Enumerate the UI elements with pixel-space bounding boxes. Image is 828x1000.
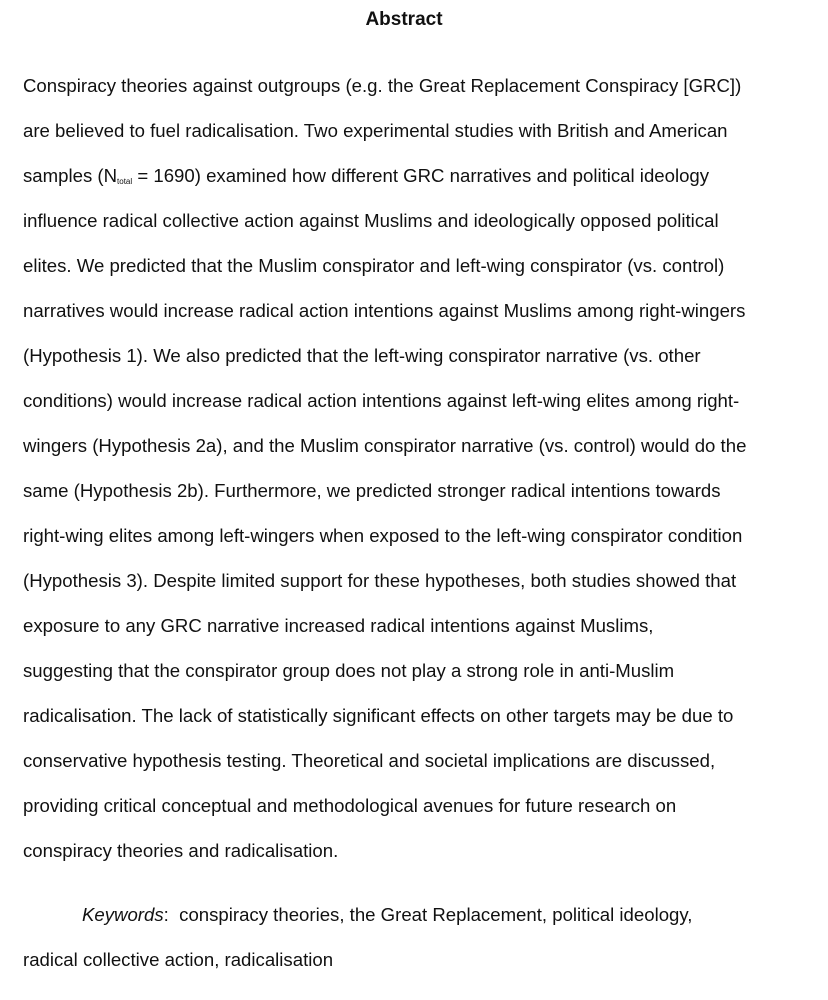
abstract-line: radicalisation. The lack of statistically significant effects on other targets may be due to: [23, 705, 734, 726]
abstract-line: elites. We predicted that the Muslim conspirator and left-wing conspirator (vs. control): [23, 255, 725, 276]
abstract-line: conditions) would increase radical action intentions against left-wing elites among right-: [23, 390, 740, 411]
abstract-line: right-wing elites among left-wingers when exposed to the left-wing conspirator condition: [23, 525, 743, 546]
sample-size: = 1690): [132, 165, 207, 186]
keywords-line: [82, 903, 692, 927]
abstract-line: conservative hypothesis testing. Theoretical and societal implications are discussed,: [23, 750, 716, 771]
abstract-heading: Abstract: [365, 9, 443, 30]
abstract-line: exposure to any GRC narrative increased radical intentions against Muslims,: [23, 615, 654, 636]
abstract-line: conspiracy theories and radicalisation.: [23, 840, 339, 861]
abstract-line: are believed to fuel radicalisation. Two experimental studies with British and American: [23, 120, 728, 141]
keywords-list: conspiracy theories, the Great Replacement, political ideology,: [168, 904, 693, 925]
abstract-line: influence radical collective action against Muslims and ideologically opposed political: [23, 210, 719, 231]
keywords-line-2: radical collective action, radicalisation: [23, 949, 334, 970]
abstract-line: [23, 164, 709, 194]
abstract-line: Conspiracy theories against outgroups (e.g. the Great Replacement Conspiracy [GRC]): [23, 75, 742, 96]
abstract-line-rest: examined how different GRC narratives and political ideology: [206, 165, 710, 186]
abstract-line: same (Hypothesis 2b). Furthermore, we predicted stronger radical intentions towards: [23, 480, 721, 501]
abstract-line: providing critical conceptual and methodological avenues for future research on: [23, 795, 677, 816]
abstract-line: narratives would increase radical action intentions against Muslims among right-wingers: [23, 300, 746, 321]
keywords-label: Keywords: [82, 904, 164, 925]
abstract-line: (Hypothesis 3). Despite limited support for these hypotheses, both studies showed that: [23, 570, 737, 591]
abstract-line: suggesting that the conspirator group does not play a strong role in anti-Muslim: [23, 660, 675, 681]
abstract-line: wingers (Hypothesis 2a), and the Muslim conspirator narrative (vs. control) would do the: [23, 435, 747, 456]
sample-subscript: total: [117, 177, 133, 186]
sample-prefix: samples (N: [23, 165, 118, 186]
keywords-colon: :: [163, 904, 169, 925]
abstract-line: (Hypothesis 1). We also predicted that the left-wing conspirator narrative (vs. other: [23, 345, 701, 366]
